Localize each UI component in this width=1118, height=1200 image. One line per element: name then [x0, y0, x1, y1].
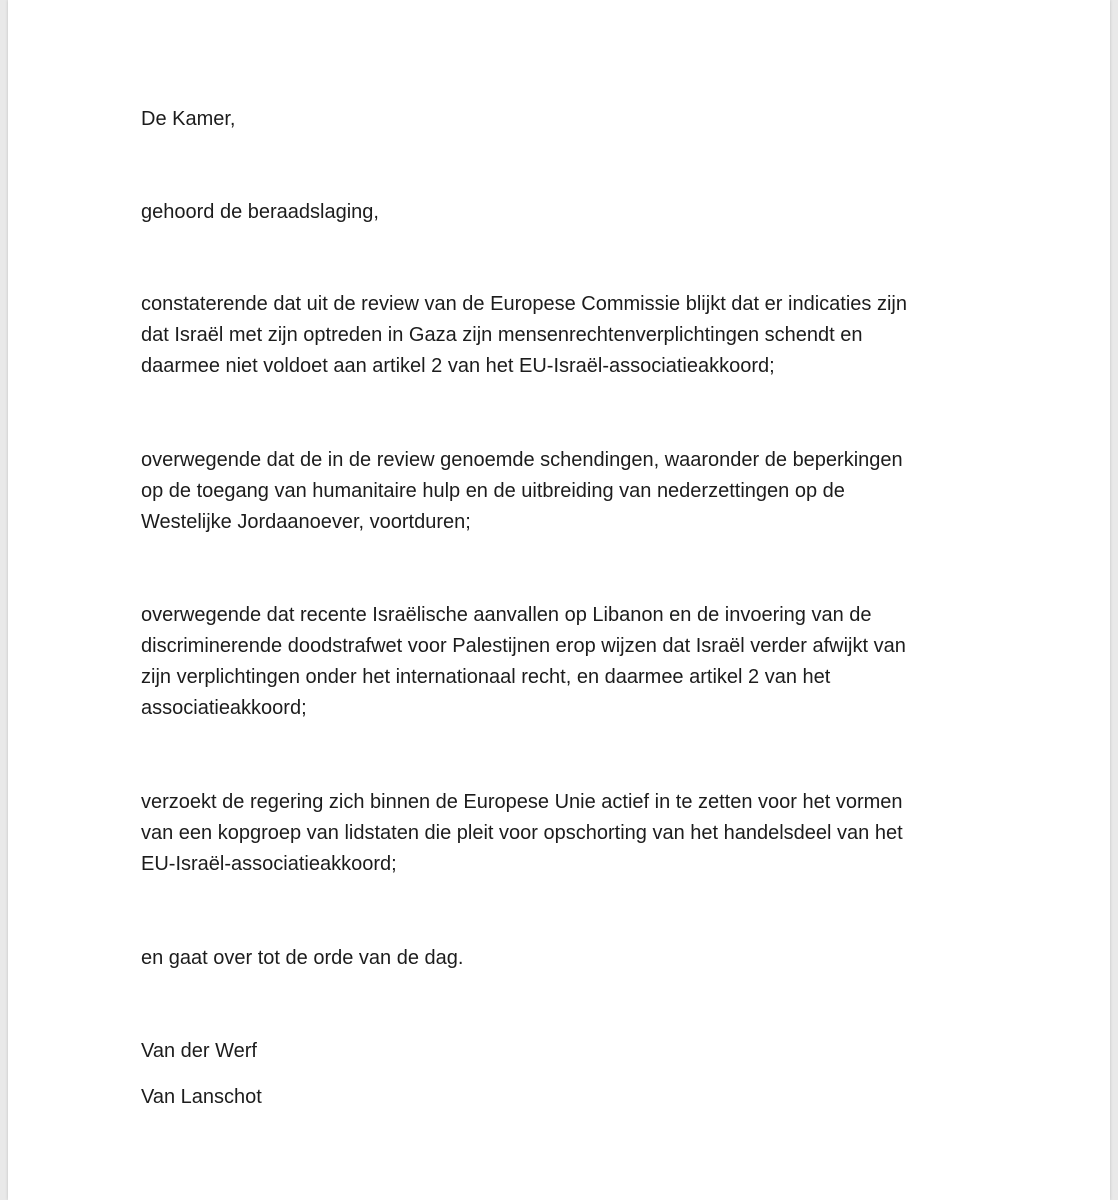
paragraph-line: van een kopgroep van lidstaten die pleit voor opschorting van het handelsdeel van het	[141, 822, 903, 844]
paragraph-overwegende-1	[141, 445, 1001, 538]
paragraph-verzoekt	[141, 787, 1001, 880]
heard-clause: gehoord de beraadslaging,	[141, 201, 379, 223]
signatory-2: Van Lanschot	[141, 1086, 262, 1108]
paragraph-line: overwegende dat recente Israëlische aanvallen op Libanon en de invoering van de	[141, 604, 872, 626]
paragraph-line: daarmee niet voldoet aan artikel 2 van het EU-Israël-associatieakkoord;	[141, 355, 775, 377]
paragraph-line: overwegende dat de in de review genoemde schendingen, waaronder de beperkingen	[141, 449, 903, 471]
paragraph-line: dat Israël met zijn optreden in Gaza zijn mensenrechtenverplichtingen schendt en	[141, 324, 863, 346]
closing-clause: en gaat over tot de orde van de dag.	[141, 947, 464, 969]
paragraph-line: constaterende dat uit de review van de Europese Commissie blijkt dat er indicaties zijn	[141, 293, 907, 315]
paragraph-line: op de toegang van humanitaire hulp en de uitbreiding van nederzettingen op de	[141, 480, 845, 502]
paragraph-line: discriminerende doodstrafwet voor Palestijnen erop wijzen dat Israël verder afwijkt van	[141, 635, 906, 657]
salutation: De Kamer,	[141, 108, 236, 130]
paragraph-line: EU-Israël-associatieakkoord;	[141, 853, 397, 875]
paragraph-line: associatieakkoord;	[141, 697, 307, 719]
paragraph-line: zijn verplichtingen onder het internationaal recht, en daarmee artikel 2 van het	[141, 666, 831, 688]
paragraph-constaterende	[141, 289, 1001, 382]
paragraph-line: Westelijke Jordaanoever, voortduren;	[141, 511, 471, 533]
paragraph-overwegende-2	[141, 600, 1001, 724]
paragraph-line: verzoekt de regering zich binnen de Europese Unie actief in te zetten voor het vormen	[141, 791, 903, 813]
document-page	[8, 0, 1110, 1200]
signatory-1: Van der Werf	[141, 1040, 257, 1062]
